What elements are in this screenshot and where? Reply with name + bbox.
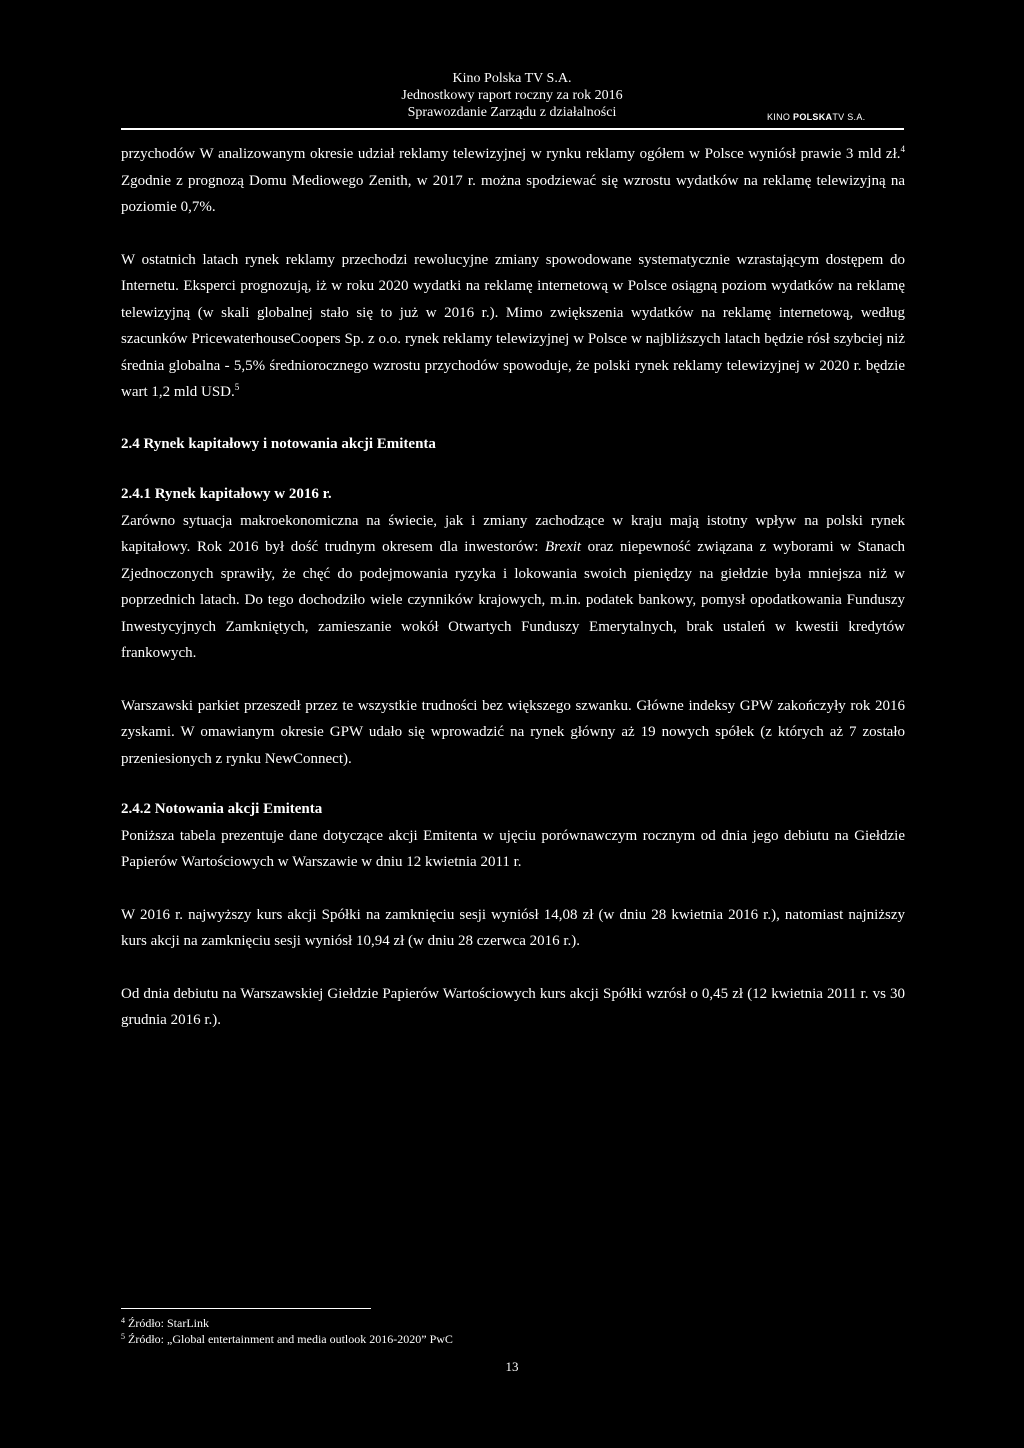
logo-text-polska: POLSKA: [793, 112, 833, 122]
paragraph-table-intro: Poniższa tabela prezentuje dane dotyczące akcji Emitenta w ujęciu porównawczym rocznym od dnia jego debiutu na Giełdzie Papierów Wartościowych w Warszawie w dniu 12 kwietnia 2011 r.: [121, 827, 905, 870]
paragraph-text: Zgodnie z prognozą Domu Mediowego Zenith, w 2017 r. można spodziewać się wzrostu wydatków na reklamę telewizyjną na poziomie 0,7%.: [121, 172, 905, 215]
paragraph-share-price-range: W 2016 r. najwyższy kurs akcji Spółki na zamknięciu sesji wyniósł 14,08 zł (w dniu 28 kwietnia 2016 r.), natomiast najniższy kurs akcji na zamknięciu sesji wyniósł 10,94 zł (w dniu 28 czerwca 2016 r.).: [121, 906, 905, 949]
header-report: Jednostkowy raport roczny za rok 2016: [401, 88, 623, 103]
paragraph-tv-ad-market: [121, 141, 905, 221]
page-header: [0, 70, 1024, 130]
header-company: Kino Polska TV S.A.: [452, 71, 572, 86]
section-heading-2-4-2: 2.4.2 Notowania akcji Emitenta: [121, 801, 323, 817]
footnote-ref-5: 5: [234, 382, 240, 392]
footnote-5: [121, 1331, 621, 1347]
footnotes: [121, 1308, 621, 1347]
page-number: 13: [505, 1359, 519, 1374]
page-body: [121, 141, 905, 1034]
paragraph-text: Zarówno sytuacja makroekonomiczna na świecie, jak i zmiany zachodzące w kraju mają istotny wpływ na polski rynek kapitałowy. Rok 2016 był dość trudnym okresem dla inwestorów:: [121, 512, 905, 555]
paragraph-share-price-change: Od dnia debiutu na Warszawskiej Giełdzie Papierów Wartościowych kurs akcji Spółki wzrósł o 0,45 zł (12 kwietnia 2011 r. vs 30 grudnia 2016 r.).: [121, 985, 905, 1028]
header-title-block: [300, 70, 724, 121]
footnote-text: Źródło: „Global entertainment and media outlook 2016-2020” PwC: [125, 1332, 453, 1346]
company-logo: [767, 112, 865, 122]
paragraph-text: W ostatnich latach rynek reklamy przechodzi rewolucyjne zmiany spowodowane systematycznie wzrastającym dostępem do Internetu. Eksperci prognozują, iż w roku 2020 wydatki na reklamę internetową w Polsce osiągną poziom wydatków na reklamę telewizyjną (w skali globalnej stało się to już w 2016 r.). Mimo zwiększenia wydatków na reklamę internetową, według szacunków PricewaterhouseCoopers Sp. z o.o. rynek reklamy telewizyjnej w Polsce w najbliższych latach będzie rósł szybciej niż średnia globalna - 5,5% średniorocznego wzrostu przychodów spowoduje, że polski rynek reklamy telewizyjnej w 2020 r. będzie wart 1,2 mld USD.: [121, 251, 905, 400]
footnote-number: 5: [121, 1332, 125, 1341]
footnote-number: 4: [121, 1316, 125, 1325]
header-section: Sprawozdanie Zarządu z działalności: [407, 105, 617, 120]
paragraph-internet-advertising: [121, 247, 905, 406]
paragraph-capital-market: [121, 508, 905, 667]
brexit-term: Brexit: [545, 539, 582, 555]
section-heading-2-4-1: 2.4.1 Rynek kapitałowy w 2016 r.: [121, 486, 332, 502]
logo-text-tv: TV S.A.: [832, 112, 866, 122]
logo-text-kino: KINO: [767, 112, 791, 122]
header-divider: [121, 128, 904, 130]
paragraph-warsaw-exchange: Warszawski parkiet przeszedł przez te wszystkie trudności bez większego szwanku. Główne indeksy GPW zakończyły rok 2016 zyskami. W omawianym okresie GPW udało się wprowadzić na rynek główny aż 19 nowych spółek (z których aż 7 zostało przeniesionych z rynku NewConnect).: [121, 697, 905, 767]
footnote-4: [121, 1315, 621, 1331]
footnote-divider: [121, 1308, 371, 1309]
paragraph-text: oraz niepewność związana z wyborami w Stanach Zjednoczonych sprawiły, że chęć do podejmowania ryzyka i lokowania swoich pieniędzy na giełdzie była mniejsza niż w poprzednich latach. Do tego dochodziło wiele czynników krajowych, m.in. podatek bankowy, pomysł opodatkowania Funduszy Inwestycyjnych Zamkniętych, zamieszanie wokół Otwartych Funduszy Emerytalnych, brak ustaleń w kwestii kredytów frankowych.: [121, 539, 906, 661]
footnote-ref-4: 4: [900, 144, 905, 154]
footnote-text: Źródło: StarLink: [125, 1316, 209, 1330]
section-heading-2-4: 2.4 Rynek kapitałowy i notowania akcji Emitenta: [121, 435, 436, 452]
paragraph-text: przychodów W analizowanym okresie udział reklamy telewizyjnej w rynku reklamy ogółem w Polsce wyniósł prawie 3 mld zł.: [121, 146, 901, 162]
